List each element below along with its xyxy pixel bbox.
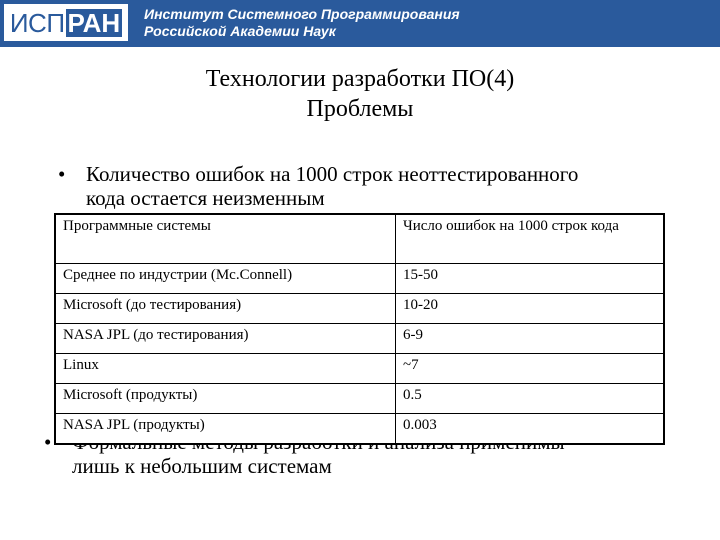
system-cell: Среднее по индустрии (Mc.Connell) <box>55 264 396 294</box>
table-row <box>55 354 664 384</box>
table-header-row <box>55 214 664 264</box>
logo-ran-text: РАН <box>67 7 121 38</box>
bullet-dot: • <box>58 162 66 186</box>
errors-cell: 10-20 <box>396 294 665 324</box>
slide-title-line1: Технологии разработки ПО(4) <box>205 66 515 92</box>
errors-cell: ~7 <box>396 354 665 384</box>
errors-cell: 0.5 <box>396 384 665 414</box>
system-cell: Microsoft (продукты) <box>55 384 396 414</box>
system-cell: NASA JPL (до тестирования) <box>55 324 396 354</box>
table-row <box>55 294 664 324</box>
system-cell: NASA JPL (продукты) <box>55 414 396 445</box>
system-cell: Microsoft (до тестирования) <box>55 294 396 324</box>
bullet-errors-constant <box>58 162 678 210</box>
errors-cell: 15-50 <box>396 264 665 294</box>
bullet-dot: • <box>44 430 52 454</box>
bullet-text-line2: лишь к небольшим системам <box>72 454 332 478</box>
slide-title <box>0 64 720 124</box>
logo-isp-text: ИСП <box>9 7 65 38</box>
ispras-logo <box>4 4 128 41</box>
system-cell: Linux <box>55 354 396 384</box>
table-row <box>55 264 664 294</box>
errors-cell: 0.003 <box>396 414 665 445</box>
bullet-text-line2: кода остается неизменным <box>86 186 325 210</box>
bullet-text-line1: Количество ошибок на 1000 строк неоттестированного <box>86 162 579 186</box>
errors-cell: 6-9 <box>396 324 665 354</box>
error-rate-table <box>54 213 665 445</box>
table-row <box>55 414 664 445</box>
institute-name-line2: Российской Академии Наук <box>144 23 336 39</box>
institute-name <box>144 6 460 40</box>
table-row <box>55 324 664 354</box>
table-row <box>55 384 664 414</box>
column-header-systems: Программные системы <box>55 214 396 264</box>
column-header-errors: Число ошибок на 1000 строк кода <box>396 214 665 264</box>
institute-name-line1: Институт Системного Программирования <box>144 6 460 22</box>
slide-title-line2: Проблемы <box>306 96 414 122</box>
header-bar <box>0 0 720 47</box>
